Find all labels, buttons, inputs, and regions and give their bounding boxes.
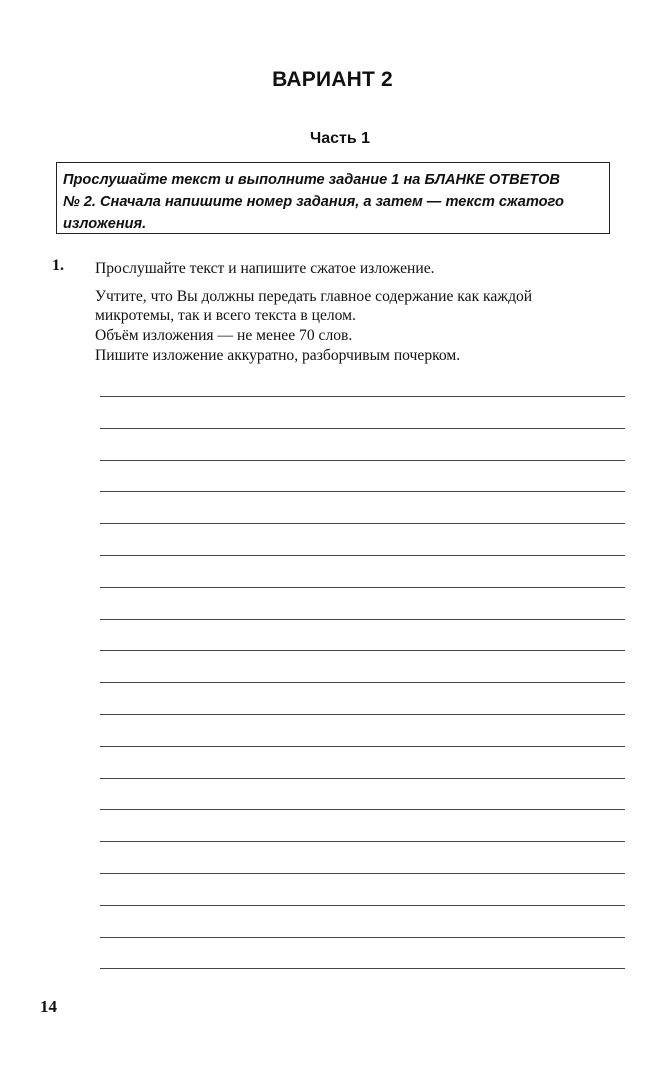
answer-line: [100, 873, 625, 874]
instruction-line: № 2. Сначала напишите номер задания, а затем — текст сжатого: [63, 194, 564, 210]
task-text-line: Пишите изложение аккуратно, разборчивым почерком.: [95, 347, 461, 364]
variant-title: ВАРИАНТ 2: [272, 68, 393, 91]
answer-line: [100, 746, 625, 747]
answer-line: [100, 809, 625, 810]
answer-line: [100, 905, 625, 906]
answer-line: [100, 396, 625, 397]
page-number: 14: [40, 997, 57, 1016]
answer-line: [100, 682, 625, 683]
answer-line: [100, 555, 625, 556]
instruction-box: [56, 162, 610, 234]
answer-line: [100, 619, 625, 620]
answer-line: [100, 778, 625, 779]
task-text-line: Объём изложения — не менее 70 слов.: [95, 327, 353, 344]
instruction-line: Прослушайте текст и выполните задание 1 на БЛАНКЕ ОТВЕТОВ: [63, 172, 560, 188]
task-number: 1.: [52, 257, 64, 274]
answer-line: [100, 587, 625, 588]
task-text-line: микротемы, так и всего текста в целом.: [95, 307, 356, 324]
answer-line: [100, 968, 625, 969]
answer-line: [100, 523, 625, 524]
answer-line: [100, 937, 625, 938]
instruction-line: изложения.: [63, 216, 147, 232]
task-text-line: Учтите, что Вы должны передать главное содержание как каждой: [95, 288, 533, 305]
answer-line: [100, 841, 625, 842]
answer-line: [100, 650, 625, 651]
part-title: Часть 1: [309, 130, 371, 147]
answer-line: [100, 428, 625, 429]
task-text-line: Прослушайте текст и напишите сжатое изложение.: [95, 260, 435, 277]
answer-line: [100, 460, 625, 461]
answer-line: [100, 491, 625, 492]
answer-lines-area: [100, 380, 625, 980]
answer-line: [100, 714, 625, 715]
